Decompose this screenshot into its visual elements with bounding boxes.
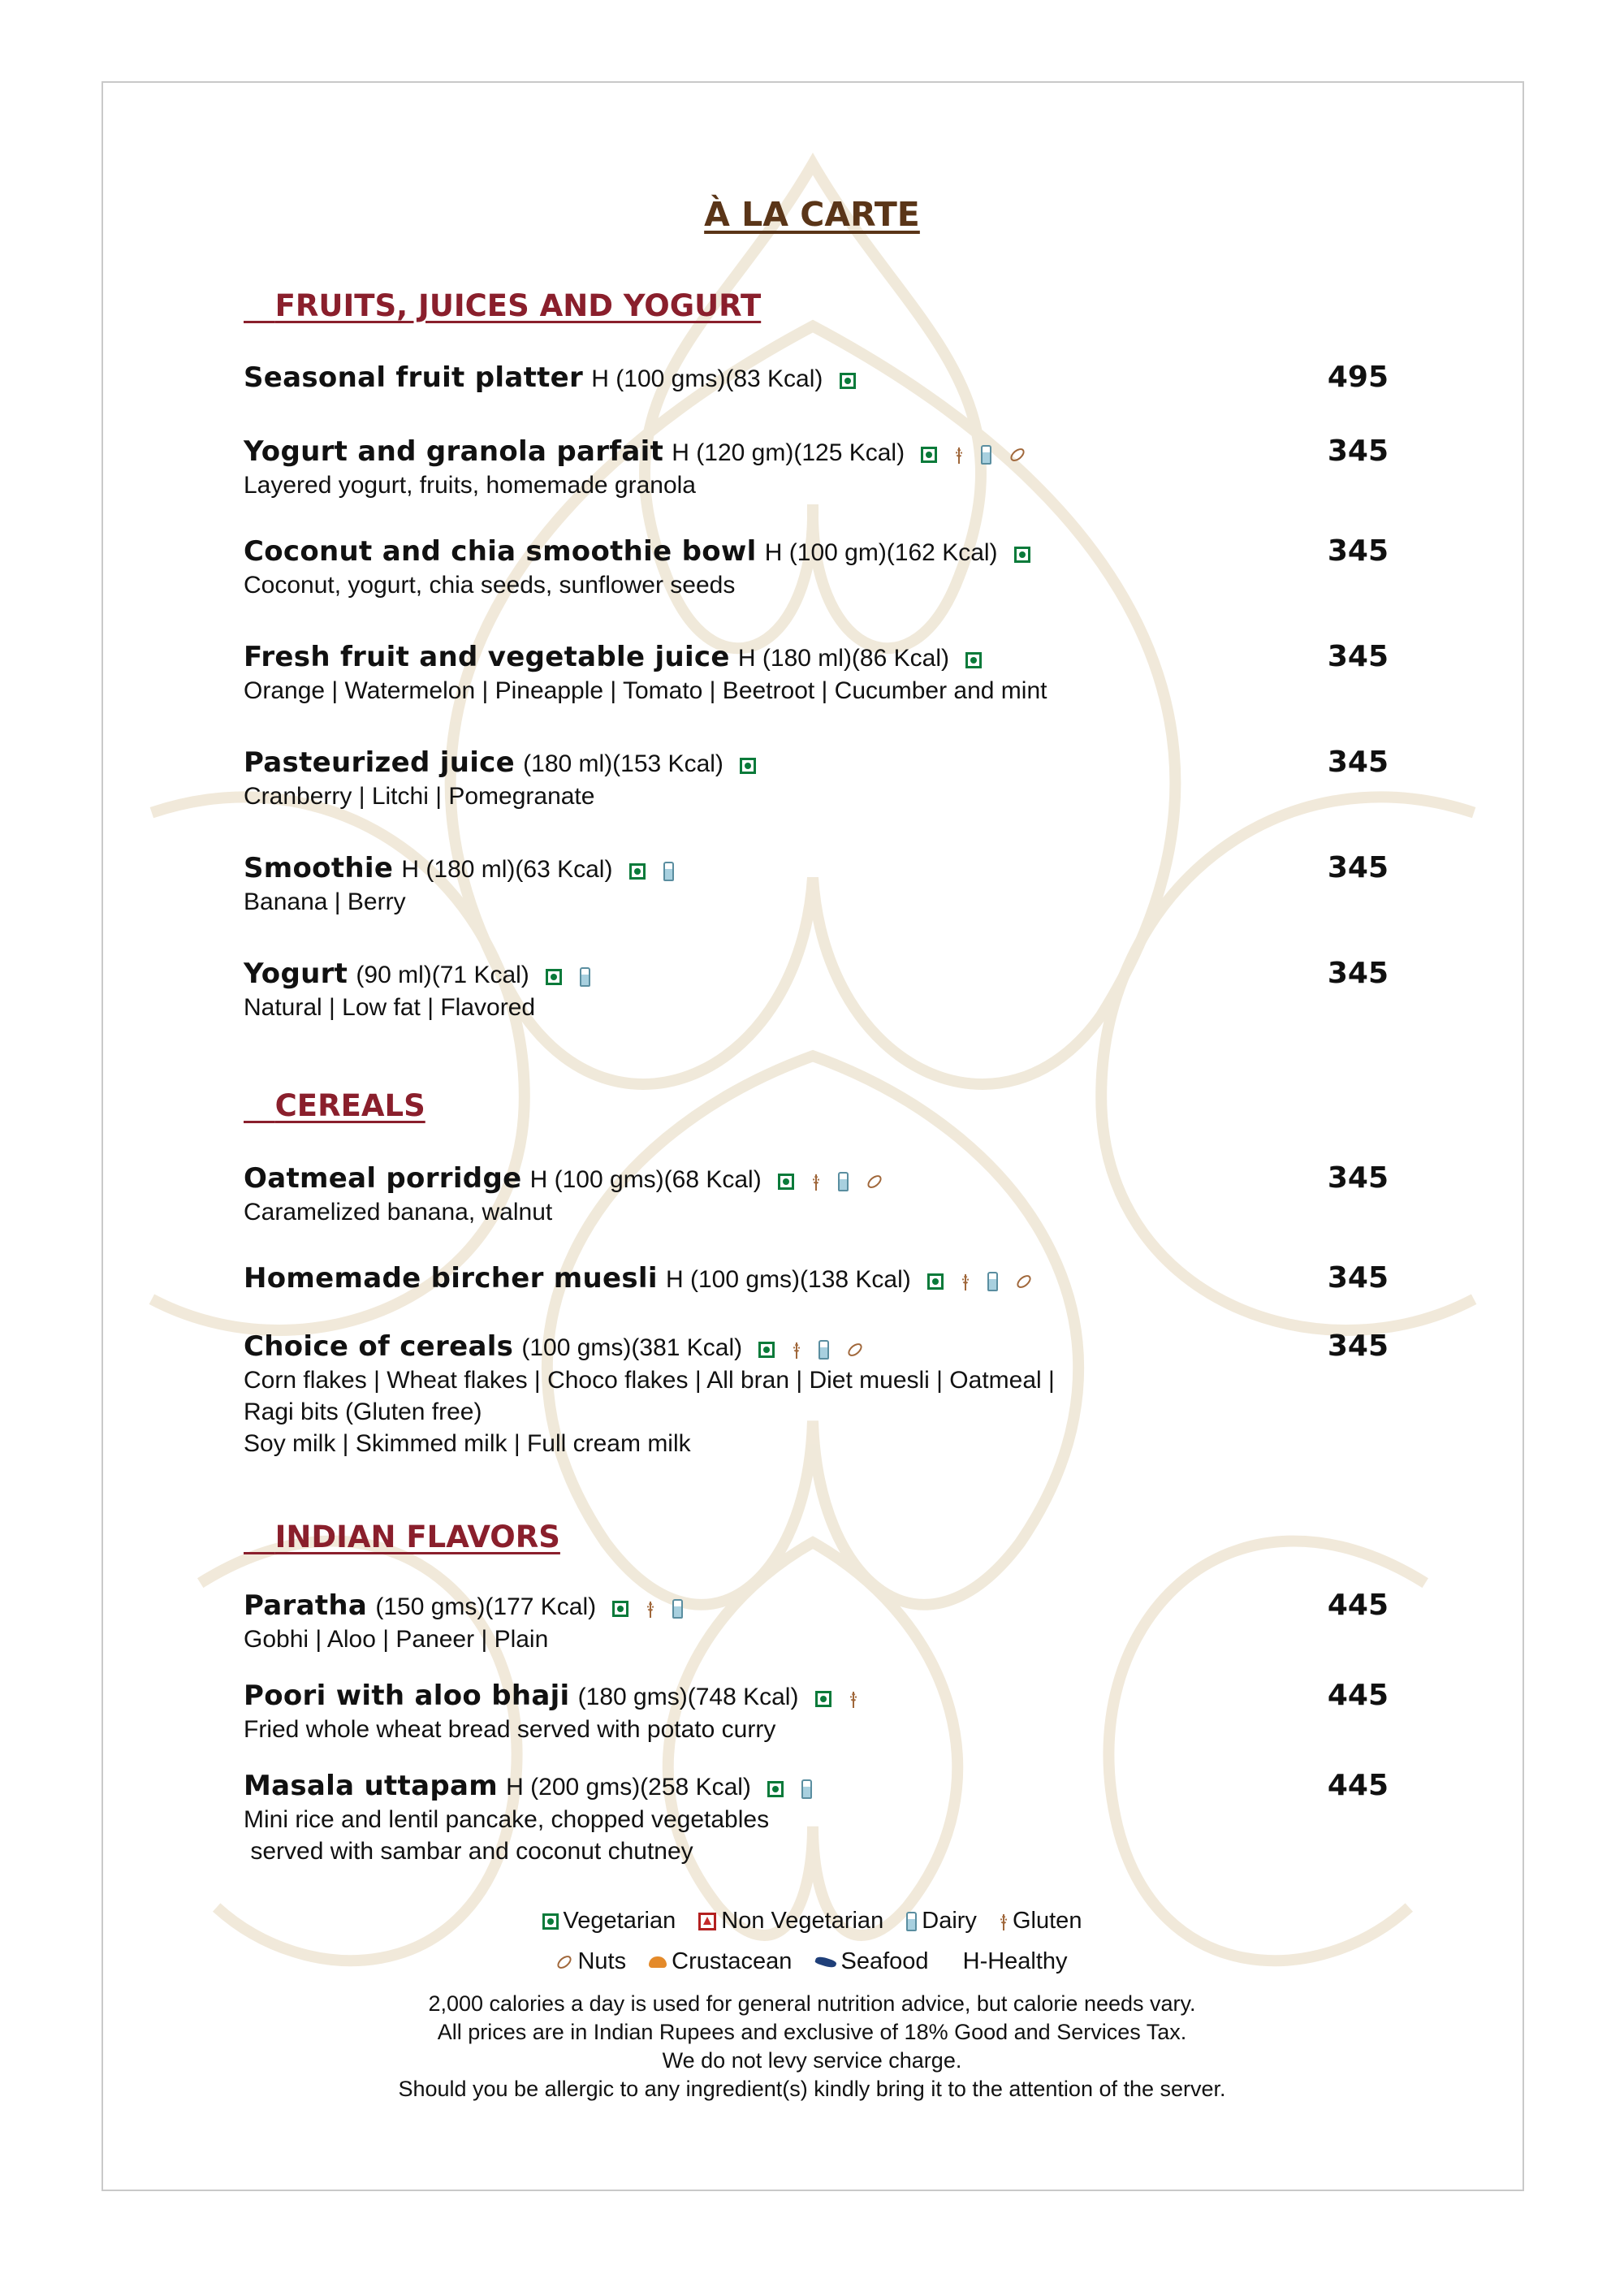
dairy-icon <box>987 1272 998 1291</box>
vegetarian-icon <box>629 863 646 880</box>
menu-item <box>244 1589 1389 1655</box>
non-vegetarian-icon <box>698 1913 716 1930</box>
vegetarian-icon <box>778 1174 794 1190</box>
item-description: Mini rice and lentil pancake, chopped vegetables served with sambar and coconut chutney <box>244 1806 770 1865</box>
menu-item <box>244 641 1389 707</box>
seafood-icon <box>814 1956 837 1970</box>
nuts-icon <box>555 1953 574 1971</box>
floral-watermark-icon <box>103 83 1522 2190</box>
item-name: Pasteurized juice <box>244 746 515 779</box>
menu-item <box>244 1262 1389 1296</box>
note-allergy: Should you be allergic to any ingredient(s) kindly bring it to the attention of the server. <box>398 2077 1226 2101</box>
vegetarian-icon <box>815 1691 831 1707</box>
item-meta: H (200 gms)(258 Kcal) <box>506 1774 751 1801</box>
menu-item <box>244 1162 1389 1228</box>
gluten-icon <box>1000 1913 1008 1930</box>
legend-dairy: Dairy <box>922 1908 977 1934</box>
section-heading-indian-flavors: INDIAN FLAVORS <box>274 1520 560 1554</box>
nuts-icon <box>865 1173 883 1191</box>
item-meta: (180 ml)(153 Kcal) <box>523 750 723 777</box>
item-description: Gobhi | Aloo | Paneer | Plain <box>244 1626 549 1653</box>
item-price: 345 <box>1327 746 1389 779</box>
vegetarian-icon <box>612 1601 628 1617</box>
menu-item <box>244 1770 1389 1867</box>
vegetarian-icon <box>542 1913 559 1930</box>
vegetarian-icon <box>927 1273 944 1290</box>
footer-notes <box>0 1990 1624 2103</box>
gluten-icon <box>646 1600 654 1618</box>
item-price: 345 <box>1327 957 1389 990</box>
vegetarian-icon <box>546 969 562 985</box>
vegetarian-icon <box>758 1342 775 1358</box>
gluten-icon <box>812 1173 820 1191</box>
item-price: 345 <box>1327 851 1389 884</box>
item-name: Masala uttapam <box>244 1770 498 1802</box>
vegetarian-icon <box>965 652 982 668</box>
vegetarian-icon <box>767 1781 784 1797</box>
item-description: Corn flakes | Wheat flakes | Choco flakes | All bran | Diet muesli | Oatmeal | Ragi bits (Gluten free) Soy milk | Skimmed milk | Full cream milk <box>244 1367 1055 1457</box>
item-price: 345 <box>1327 534 1389 568</box>
item-price: 345 <box>1327 640 1389 673</box>
item-price: 345 <box>1327 1329 1389 1363</box>
legend-crustacean: Crustacean <box>672 1948 793 1974</box>
nuts-icon <box>1009 446 1027 464</box>
dairy-icon <box>663 862 674 881</box>
legend-row-2 <box>0 1941 1624 1982</box>
item-description: Natural | Low fat | Flavored <box>244 994 536 1021</box>
item-price: 445 <box>1327 1679 1389 1712</box>
page-title: À LA CARTE <box>704 195 920 234</box>
menu-item <box>244 746 1389 812</box>
item-name: Seasonal fruit platter <box>244 361 584 394</box>
item-description: Cranberry | Litchi | Pomegranate <box>244 783 595 810</box>
item-name: Oatmeal porridge <box>244 1162 522 1195</box>
item-price: 445 <box>1327 1589 1389 1622</box>
menu-item <box>244 1330 1389 1459</box>
menu-item <box>244 1680 1389 1745</box>
item-meta: (90 ml)(71 Kcal) <box>356 962 529 988</box>
legend-seafood: Seafood <box>840 1948 929 1974</box>
item-price: 345 <box>1327 434 1389 468</box>
note-calories: 2,000 calories a day is used for general nutrition advice, but calorie needs vary. <box>428 1991 1196 2016</box>
menu-item <box>244 361 1389 396</box>
item-price: 345 <box>1327 1261 1389 1295</box>
nuts-icon <box>846 1341 865 1359</box>
item-description: Orange | Watermelon | Pineapple | Tomato | Beetroot | Cucumber and mint <box>244 677 1047 704</box>
menu-page-frame <box>102 81 1524 2191</box>
item-meta: H (180 ml)(63 Kcal) <box>401 856 613 883</box>
legend-row-1 <box>0 1900 1624 1941</box>
dairy-icon <box>801 1779 812 1799</box>
vegetarian-icon <box>921 447 937 463</box>
item-meta: H (100 gms)(83 Kcal) <box>591 365 823 392</box>
gluten-icon <box>955 446 963 464</box>
item-price: 495 <box>1327 361 1389 394</box>
item-meta: (100 gms)(381 Kcal) <box>521 1334 743 1361</box>
vegetarian-icon <box>840 373 856 389</box>
section-heading-cereals: CEREALS <box>274 1088 425 1123</box>
item-meta: H (100 gms)(138 Kcal) <box>666 1266 911 1293</box>
item-meta: H (100 gm)(162 Kcal) <box>764 539 998 566</box>
dairy-icon <box>818 1340 829 1360</box>
note-prices: All prices are in Indian Rupees and exclusive of 18% Good and Services Tax. <box>437 2020 1187 2044</box>
item-description: Coconut, yogurt, chia seeds, sunflower seeds <box>244 572 736 599</box>
legend-non-vegetarian: Non Vegetarian <box>721 1908 884 1934</box>
item-meta: H (100 gms)(68 Kcal) <box>529 1166 762 1193</box>
item-name: Coconut and chia smoothie bowl <box>244 535 757 568</box>
item-name: Choice of cereals <box>244 1330 514 1363</box>
item-description: Caramelized banana, walnut <box>244 1199 553 1226</box>
vegetarian-icon <box>1014 547 1030 563</box>
dairy-icon <box>672 1599 683 1619</box>
menu-item <box>244 852 1389 918</box>
dairy-icon <box>838 1172 849 1191</box>
item-name: Poori with aloo bhaji <box>244 1680 570 1712</box>
item-meta: H (180 ml)(86 Kcal) <box>737 645 949 672</box>
dairy-icon <box>906 1912 917 1931</box>
item-meta: H (120 gm)(125 Kcal) <box>672 439 905 466</box>
item-price: 345 <box>1327 1161 1389 1195</box>
item-name: Yogurt <box>244 958 348 990</box>
menu-item <box>244 958 1389 1023</box>
nuts-icon <box>1014 1273 1033 1290</box>
item-name: Yogurt and granola parfait <box>244 435 664 468</box>
legend-healthy: H-Healthy <box>962 1948 1068 1974</box>
section-heading-fruits: FRUITS, JUICES AND YOGURT <box>274 288 762 323</box>
item-name: Smoothie <box>244 852 394 884</box>
legend-vegetarian: Vegetarian <box>563 1908 676 1934</box>
gluten-icon <box>793 1341 801 1359</box>
item-description: Banana | Berry <box>244 888 406 915</box>
item-name: Homemade bircher muesli <box>244 1262 658 1295</box>
item-description: Fried whole wheat bread served with potato curry <box>244 1716 776 1743</box>
gluten-icon <box>961 1273 970 1290</box>
item-price: 445 <box>1327 1769 1389 1802</box>
dairy-icon <box>981 445 991 465</box>
menu-item <box>244 435 1389 501</box>
item-meta: (180 gms)(748 Kcal) <box>577 1684 799 1710</box>
item-name: Paratha <box>244 1589 368 1622</box>
vegetarian-icon <box>740 758 756 774</box>
menu-item <box>244 535 1389 601</box>
crustacean-icon <box>649 1956 667 1968</box>
dairy-icon <box>580 967 590 987</box>
item-description: Layered yogurt, fruits, homemade granola <box>244 472 696 499</box>
item-meta: (150 gms)(177 Kcal) <box>375 1593 597 1620</box>
legend-nuts: Nuts <box>577 1948 627 1974</box>
legend-gluten: Gluten <box>1013 1908 1082 1934</box>
note-service-charge: We do not levy service charge. <box>662 2048 962 2073</box>
item-name: Fresh fruit and vegetable juice <box>244 641 730 673</box>
gluten-icon <box>849 1690 857 1708</box>
